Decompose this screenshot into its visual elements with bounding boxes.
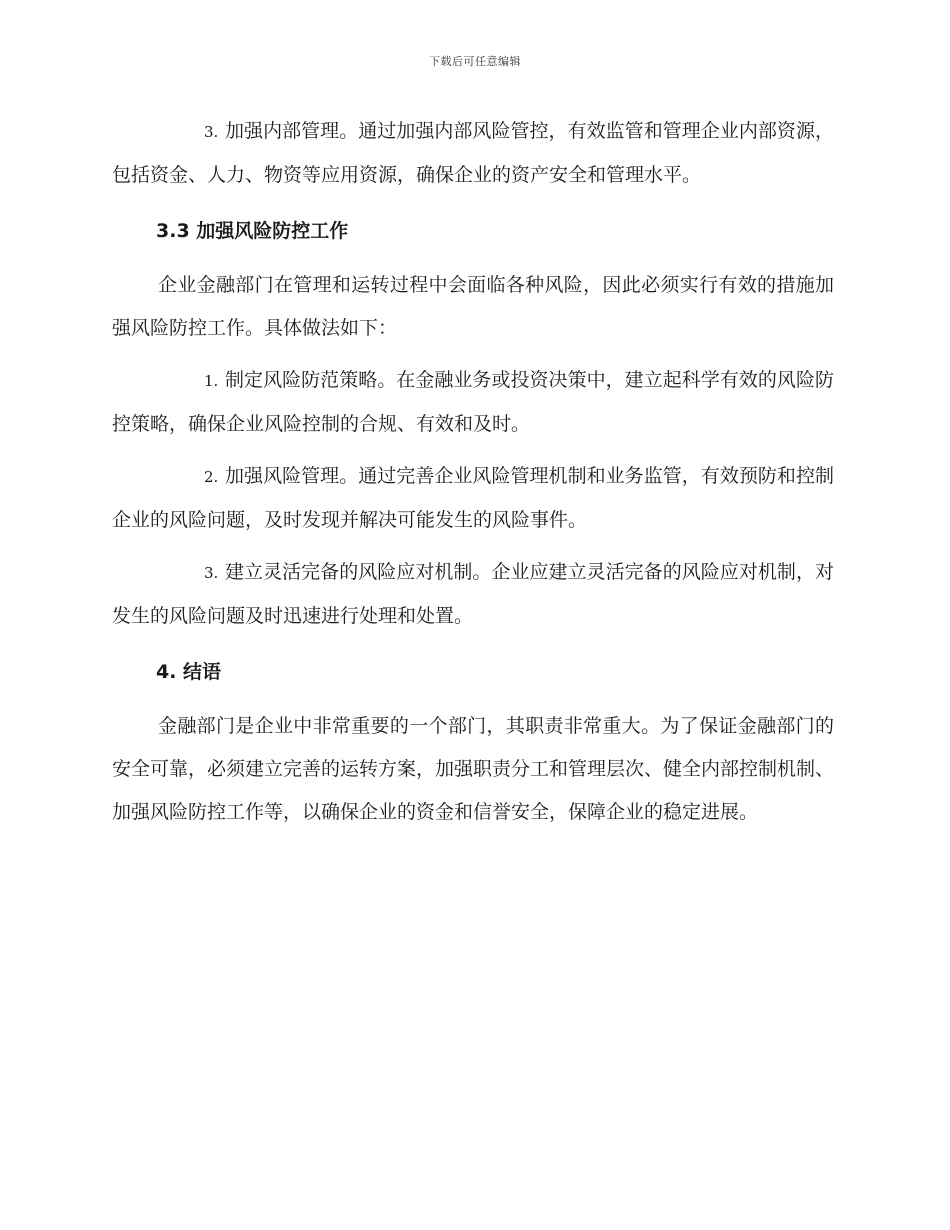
list-item-text: 加强内部管理。通过加强内部风险管控，有效监管和管理企业内部资源，包括资金、人力、物资等应用资源，确保企业的资产安全和管理水平。: [112, 120, 834, 186]
list-item-number: 1.: [204, 372, 219, 390]
list-item-text: 加强风险管理。通过完善企业风险管理机制和业务监管，有效预防和控制企业的风险问题，及时发现并解决可能发生的风险事件。: [112, 465, 834, 531]
list-item-risk-response: [112, 551, 834, 638]
section-heading-3-3: 3.3 加强风险防控工作: [156, 220, 349, 242]
list-item-text: 建立灵活完备的风险应对机制。企业应建立灵活完备的风险应对机制，对发生的风险问题及时迅速进行处理和处置。: [112, 561, 834, 627]
document-body: [112, 110, 834, 834]
section-heading-4: 4. 结语: [156, 661, 222, 683]
list-item-text: 制定风险防范策略。在金融业务或投资决策中，建立起科学有效的风险防控策略，确保企业风险控制的合规、有效和及时。: [112, 369, 834, 435]
list-item-risk-management: [112, 455, 834, 542]
section-intro-paragraph: 企业金融部门在管理和运转过程中会面临各种风险，因此必须实行有效的措施加强风险防控工作。具体做法如下：: [112, 274, 834, 339]
list-item-number: 2.: [204, 468, 219, 486]
list-item-risk-strategy: [112, 359, 834, 446]
conclusion-paragraph: 金融部门是企业中非常重要的一个部门，其职责非常重大。为了保证金融部门的安全可靠，必须建立完善的运转方案，加强职责分工和管理层次、健全内部控制机制、加强风险防控工作等，以确保企业的资金和信誉安全，保障企业的稳定进展。: [112, 715, 835, 823]
list-item-number: 3.: [204, 564, 219, 582]
page-header: 下载后可任意编辑: [429, 55, 521, 68]
list-item-internal-management: [112, 110, 834, 197]
list-item-number: 3.: [204, 123, 219, 141]
